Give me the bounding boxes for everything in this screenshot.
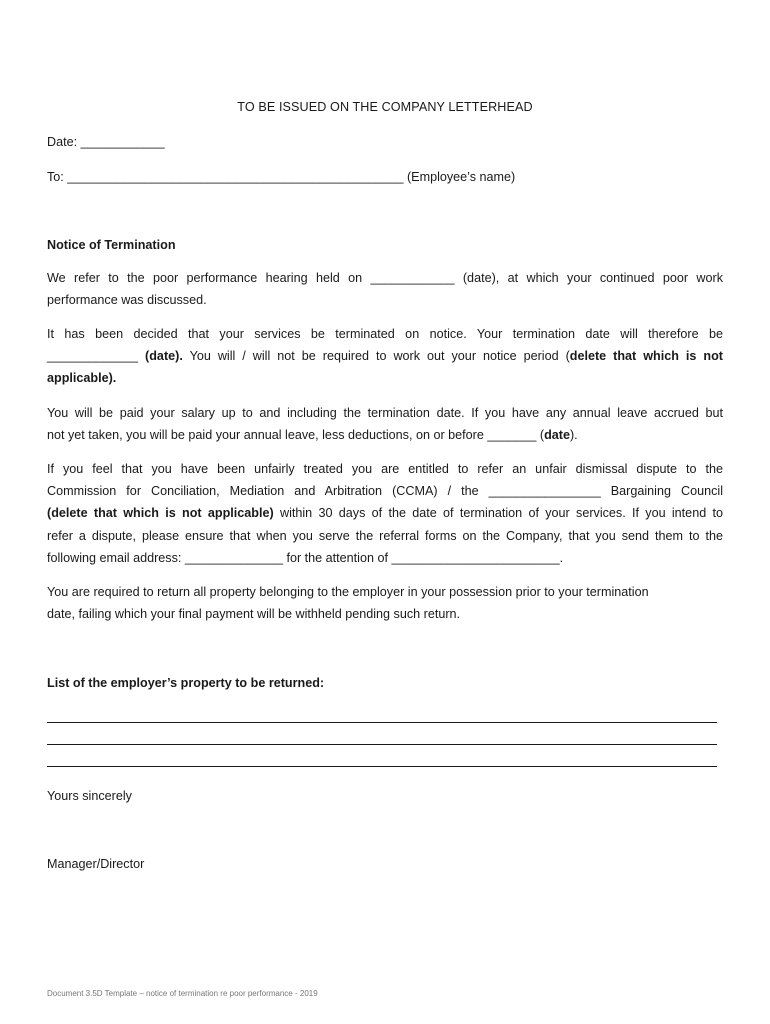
paragraph-line: date, failing which your final payment will be withheld pending such return. — [47, 607, 461, 622]
signatory-title: Manager/Director — [47, 857, 145, 871]
paragraph-salary — [47, 402, 723, 446]
paragraph-line: If you feel that you have been unfairly treated you are entitled to refer an unfair dismissal dispute to the — [47, 462, 723, 476]
paragraph-line: It has been decided that your services be terminated on notice. Your termination date will therefore be — [47, 327, 723, 341]
paragraph-hearing — [47, 267, 723, 311]
document-footer: Document 3.5D Template – notice of termination re poor performance - 2019 — [47, 989, 318, 998]
property-blank-line — [47, 744, 717, 745]
notice-title: Notice of Termination — [47, 238, 176, 252]
bold-text: date — [544, 428, 570, 443]
paragraph-line — [47, 502, 723, 524]
paragraph-line: performance was discussed. — [47, 293, 207, 308]
bold-text: (date). — [145, 349, 183, 364]
property-blank-line — [47, 766, 717, 767]
property-list-heading: List of the employer’s property to be returned: — [47, 676, 325, 690]
closing-salutation: Yours sincerely — [47, 789, 132, 803]
bold-text: delete that which is not — [569, 349, 723, 364]
paragraph-line: We refer to the poor performance hearing held on ____________ (date), at which your continued poor work — [47, 271, 723, 285]
property-blank-line — [47, 722, 717, 723]
paragraph-line — [47, 345, 723, 367]
paragraph-line: refer a dispute, please ensure that when you serve the referral forms on the Company, that you send them to the — [47, 528, 723, 543]
bold-text: (delete that which is not applicable) — [47, 506, 274, 521]
date-field-line: Date: ____________ — [47, 135, 165, 149]
paragraph-line: following email address: ______________ for the attention of ________________________. — [47, 550, 564, 565]
paragraph-line — [47, 424, 723, 446]
text-span: not yet taken, you will be paid your annual leave, less deductions, on or before _______ ( — [47, 428, 545, 443]
blank-field: _____________ — [47, 349, 146, 364]
text-span: You will / will not be required to work out your notice period ( — [182, 349, 570, 364]
paragraph-line: You are required to return all property belonging to the employer in your possession prior to your termination — [47, 585, 649, 599]
paragraph-termination-date — [47, 323, 723, 390]
paragraph-line: applicable). — [47, 371, 117, 386]
paragraph-line: Commission for Conciliation, Mediation and Arbitration (CCMA) / the ________________ Bargaining Council — [47, 484, 723, 499]
letterhead-instruction: TO BE ISSUED ON THE COMPANY LETTERHEAD — [237, 100, 533, 114]
paragraph-property-return — [47, 581, 723, 625]
paragraph-dispute — [47, 458, 723, 569]
text-span: ). — [569, 428, 578, 443]
recipient-field-line: To: ________________________________________________ (Employee’s name) — [47, 170, 516, 184]
paragraph-line: You will be paid your salary up to and including the termination date. If you have any annual leave accrued but — [47, 406, 723, 420]
text-span: within 30 days of the date of termination of your services. If you intend to — [273, 506, 723, 521]
